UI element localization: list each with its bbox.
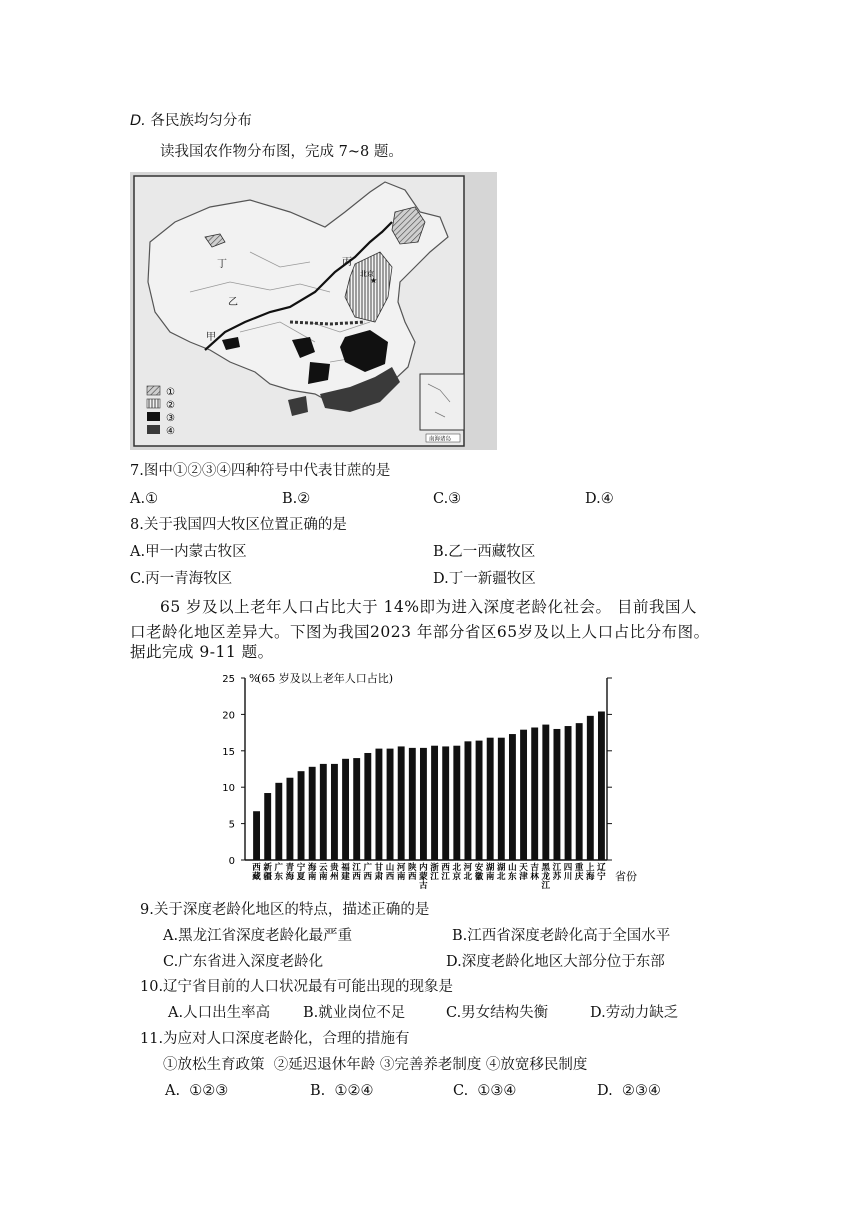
bar	[464, 741, 471, 860]
bar	[320, 764, 327, 860]
y-tick-label: 25	[222, 674, 235, 685]
x-tick-label: 北京	[452, 863, 462, 882]
x-tick-label: 西藏	[252, 863, 261, 882]
q8-option-d: D.丁一新疆牧区	[433, 571, 536, 587]
q7-option-d: D.④	[585, 491, 614, 507]
legend-swatch-3	[147, 412, 160, 421]
legend-swatch-1	[147, 386, 160, 395]
x-tick-label: 安徽	[474, 863, 484, 882]
q10-stem: 10.辽宁省目前的人口状况最有可能出现的现象是	[140, 979, 454, 995]
q10-option-d: D.劳动力缺乏	[590, 1005, 679, 1021]
x-tick-label: 陕西	[408, 863, 417, 882]
capital-star-icon: ★	[370, 276, 378, 285]
chart-title: (65 岁及以上老年人口占比)	[257, 672, 394, 685]
q11-option-a: A. ①②③	[165, 1083, 229, 1099]
q10-option-a: A.人口出生率高	[168, 1005, 271, 1021]
bar	[387, 749, 394, 860]
legend-label-2: ②	[166, 400, 175, 411]
x-tick-label: 福建	[341, 863, 350, 882]
x-tick-label: 云南	[319, 863, 328, 882]
chart-x-axis-label: 省份	[615, 870, 637, 883]
q9-option-a: A.黑龙江省深度老龄化最严重	[163, 928, 353, 944]
x-tick-label: 天津	[519, 863, 528, 882]
q8-option-a: A.甲一内蒙古牧区	[130, 544, 247, 560]
bar	[442, 746, 449, 860]
passage-line-2: 口老龄化地区差异大。下图为我国2023 年部分省区65岁及以上人口占比分布图。	[130, 623, 710, 641]
x-tick-label: 山东	[508, 863, 517, 882]
bar	[487, 738, 494, 860]
bar	[353, 758, 360, 860]
y-tick-label: 10	[222, 783, 235, 795]
bar	[331, 764, 338, 860]
bar	[553, 729, 560, 860]
x-tick-label: 辽宁	[597, 863, 606, 882]
bar	[342, 759, 349, 860]
q11-option-c: C. ①③④	[453, 1083, 517, 1099]
option-letter: D.	[130, 113, 146, 129]
bar	[309, 767, 316, 860]
x-tick-label: 甘肃	[374, 863, 384, 882]
bar	[398, 746, 405, 860]
crop-distribution-map	[130, 172, 497, 450]
bar	[587, 716, 594, 860]
q7-option-a: A.①	[130, 491, 159, 507]
x-tick-label: 广西	[363, 863, 373, 882]
x-tick-label: 广东	[274, 863, 284, 882]
x-tick-label: 贵州	[330, 863, 339, 882]
bar	[286, 778, 293, 860]
passage-line-1: 65 岁及以上老年人口占比大于 14%即为进入深度老龄化社会。 目前我国人	[160, 598, 697, 616]
legend-swatch-4	[147, 425, 160, 434]
q9-option-c: C.广东省进入深度老龄化	[163, 954, 324, 970]
x-tick-label: 河北	[463, 863, 473, 882]
q9-option-d: D.深度老龄化地区大部分位于东部	[446, 954, 665, 970]
bar	[476, 741, 483, 860]
q7-stem: 7.图中①②③④四种符号中代表甘蔗的是	[130, 463, 391, 479]
bar	[364, 753, 371, 860]
legend-swatch-2	[147, 399, 160, 408]
bar	[520, 730, 527, 860]
map-label-jia: 甲	[206, 332, 216, 343]
bar	[542, 725, 549, 860]
bar	[453, 746, 460, 860]
map-label-yi: 乙	[228, 297, 238, 308]
x-tick-label: 重庆	[574, 863, 584, 882]
bar	[409, 748, 416, 860]
bar	[264, 793, 271, 860]
q7-option-c: C.③	[433, 491, 462, 507]
x-tick-label: 内蒙古	[419, 863, 428, 891]
x-tick-label: 江西	[352, 863, 361, 882]
x-tick-label: 黑龙江	[541, 863, 551, 891]
q8-option-c: C.丙一青海牧区	[130, 571, 233, 587]
q7-option-b: B.②	[282, 491, 311, 507]
map-label-ding: 丁	[217, 259, 227, 270]
option-text: 各民族均匀分布	[150, 113, 252, 129]
bar	[420, 748, 427, 860]
chart-bars	[253, 711, 605, 860]
bar	[275, 783, 282, 860]
legend-label-4: ④	[166, 426, 175, 437]
x-tick-label: 河南	[396, 863, 406, 882]
legend-label-1: ①	[166, 387, 175, 398]
x-tick-label: 湖南	[485, 863, 495, 882]
bar	[298, 771, 305, 860]
bar	[509, 734, 516, 860]
x-tick-label: 浙江	[430, 863, 439, 882]
q11-option-b: B. ①②④	[310, 1083, 374, 1099]
q10-option-b: B.就业岗位不足	[303, 1005, 406, 1021]
map-label-bing: 丙	[342, 257, 352, 268]
x-tick-label: 四川	[563, 863, 573, 882]
aging-bar-chart	[205, 666, 665, 896]
inset-label: 南海诸岛	[429, 436, 452, 443]
chart-y-unit: %	[249, 672, 260, 685]
q6-option-d	[130, 111, 252, 131]
map-intro: 读我国农作物分布图，完成 7~8 题。	[160, 144, 403, 160]
x-tick-label: 海南	[307, 863, 317, 882]
south-china-sea-inset	[420, 374, 464, 430]
bar	[431, 746, 438, 860]
x-tick-label: 湖北	[497, 863, 506, 882]
bar	[498, 738, 505, 860]
bar	[565, 726, 572, 860]
q8-stem: 8.关于我国四大牧区位置正确的是	[130, 517, 347, 533]
x-tick-label: 江苏	[552, 863, 562, 882]
y-tick-label: 20	[222, 710, 235, 722]
chart-x-labels	[252, 862, 606, 891]
x-tick-label: 西江	[441, 863, 450, 882]
x-tick-label: 宁夏	[296, 863, 306, 882]
y-tick-label: 0	[228, 856, 235, 867]
q9-option-b: B.江西省深度老龄化高于全国水平	[452, 928, 671, 944]
bar	[598, 711, 605, 860]
q11-stem: 11.为应对人口深度老龄化，合理的措施有	[140, 1031, 410, 1047]
legend-label-3: ③	[166, 413, 175, 424]
y-tick-label: 5	[228, 819, 235, 831]
x-tick-label: 新疆	[263, 863, 272, 882]
q9-stem: 9.关于深度老龄化地区的特点，描述正确的是	[140, 902, 430, 918]
bar	[531, 728, 538, 860]
q11-option-d: D. ②③④	[597, 1083, 661, 1099]
q11-measures: ①放松生育政策 ②延迟退休年龄 ③完善养老制度 ④放宽移民制度	[163, 1057, 588, 1073]
y-tick-label: 15	[222, 746, 235, 758]
x-tick-label: 上海	[586, 863, 595, 882]
bar	[576, 723, 583, 860]
x-tick-label: 吉林	[530, 863, 539, 882]
map-label-beijing: 北京	[360, 270, 374, 278]
x-tick-label: 山西	[385, 863, 395, 882]
bar	[253, 811, 260, 860]
bar	[375, 749, 382, 860]
q10-option-c: C.男女结构失衡	[446, 1005, 549, 1021]
q8-option-b: B.乙一西藏牧区	[433, 544, 536, 560]
x-tick-label: 青海	[285, 863, 295, 882]
passage-line-3: 据此完成 9-11 题。	[130, 643, 274, 661]
